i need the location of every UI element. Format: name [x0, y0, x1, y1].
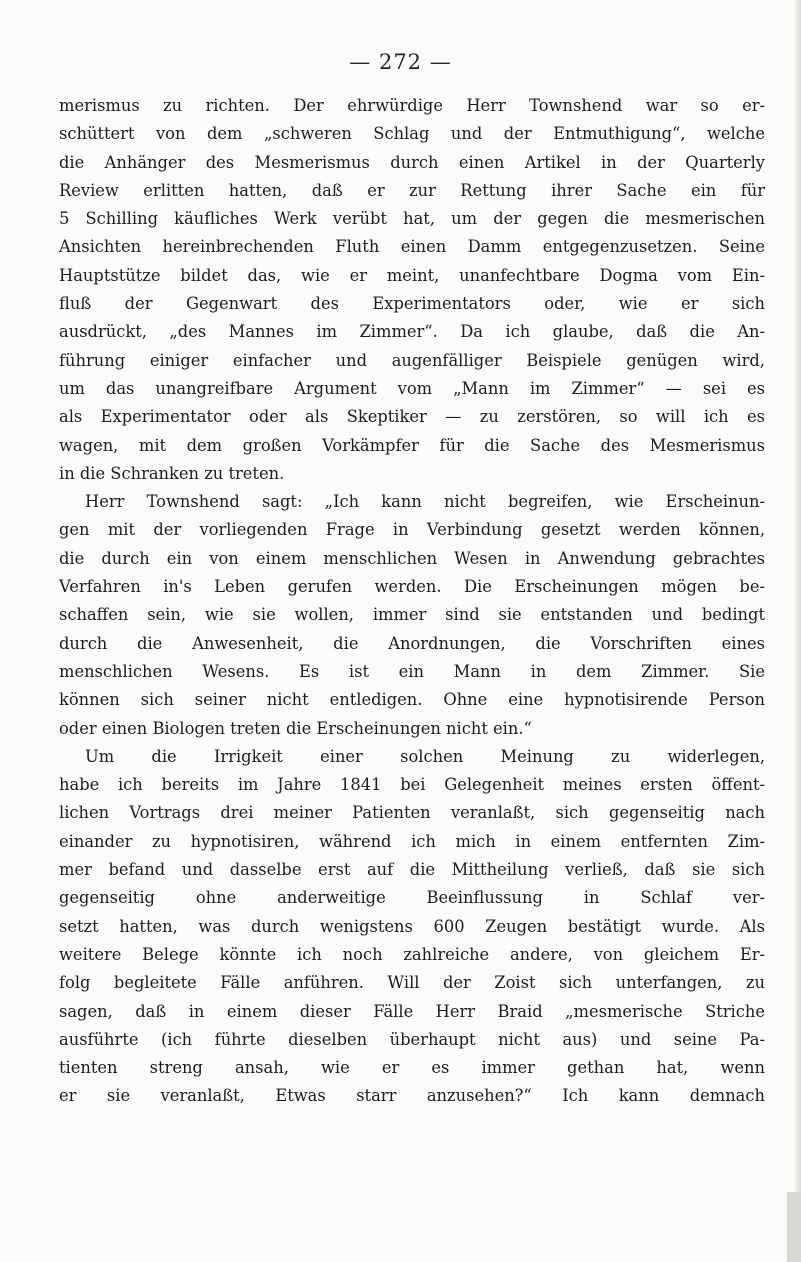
text-line: um das unangreifbare Argument vom „Mann im Zimmer“ — sei es	[59, 378, 765, 398]
text-line: weitere Belege könnte ich noch zahlreiche andere, von gleichem Er-	[59, 944, 765, 964]
text-line: oder einen Biologen treten die Erscheinungen nicht ein.“	[59, 718, 532, 738]
body-text	[59, 92, 765, 1111]
text-line: schüttert von dem „schweren Schlag und der Entmuthigung“, welche	[59, 124, 765, 144]
text-line: habe ich bereits im Jahre 1841 bei Gelegenheit meines ersten öffent-	[59, 775, 765, 795]
text-line: fluß der Gegenwart des Experimentators oder, wie er sich	[59, 294, 765, 314]
text-line: mer befand und dasselbe erst auf die Mittheilung verließ, daß sie sich	[59, 860, 765, 880]
text-line: ausdrückt, „des Mannes im Zimmer“. Da ich glaube, daß die An-	[59, 322, 765, 342]
text-line: tienten streng ansah, wie er es immer gethan hat, wenn	[59, 1058, 765, 1078]
text-line: Review erlitten hatten, daß er zur Rettung ihrer Sache ein für	[59, 180, 765, 200]
text-line: Ansichten hereinbrechenden Fluth einen Damm entgegenzusetzen. Seine	[59, 237, 765, 257]
page-edge	[795, 0, 801, 1262]
text-line: durch die Anwesenheit, die Anordnungen, die Vorschriften eines	[59, 633, 765, 653]
text-line: ausführte (ich führte dieselben überhaupt nicht aus) und seine Pa-	[59, 1029, 765, 1049]
text-line: schaffen sein, wie sie wollen, immer sind sie entstanden und bedingt	[59, 605, 765, 625]
text-line: als Experimentator oder als Skeptiker — zu zerstören, so will ich es	[59, 407, 765, 427]
page-number: — 272 —	[349, 50, 452, 74]
text-line: sagen, daß in einem dieser Fälle Herr Braid „mesmerische Striche	[59, 1001, 765, 1021]
text-line: in die Schranken zu treten.	[59, 463, 285, 483]
text-line: Um die Irrigkeit einer solchen Meinung zu widerlegen,	[85, 746, 765, 766]
text-line: Verfahren in's Leben gerufen werden. Die Erscheinungen mögen be-	[59, 577, 765, 597]
text-line: wagen, mit dem großen Vorkämpfer für die Sache des Mesmerismus	[59, 435, 765, 455]
text-line: Hauptstütze bildet das, wie er meint, unanfechtbare Dogma vom Ein-	[59, 265, 765, 285]
text-line: menschlichen Wesens. Es ist ein Mann in dem Zimmer. Sie	[59, 661, 765, 681]
page-corner-shadow	[787, 1192, 801, 1262]
text-line: folg begleitete Fälle anführen. Will der Zoist sich unterfangen, zu	[59, 973, 765, 993]
text-line: gegenseitig ohne anderweitige Beeinflussung in Schlaf ver-	[59, 888, 765, 908]
text-line: Herr Townshend sagt: „Ich kann nicht begreifen, wie Erscheinun-	[85, 492, 765, 512]
text-line: die Anhänger des Mesmerismus durch einen Artikel in der Quarterly	[59, 152, 765, 172]
text-line: führung einiger einfacher und augenfälliger Beispiele genügen wird,	[59, 350, 765, 370]
text-line: setzt hatten, was durch wenigstens 600 Zeugen bestätigt wurde. Als	[59, 916, 765, 936]
text-line: er sie veranlaßt, Etwas starr anzusehen?“ Ich kann demnach	[59, 1086, 765, 1106]
text-line: können sich seiner nicht entledigen. Ohne eine hypnotisirende Person	[59, 690, 765, 710]
text-line: merismus zu richten. Der ehrwürdige Herr Townshend war so er-	[59, 96, 765, 115]
text-line: die durch ein von einem menschlichen Wesen in Anwendung gebrachtes	[59, 548, 765, 568]
text-line: 5 Schilling käufliches Werk verübt hat, um der gegen die mesmerischen	[59, 209, 765, 229]
text-line: gen mit der vorliegenden Frage in Verbindung gesetzt werden können,	[59, 520, 765, 540]
text-line: lichen Vortrags drei meiner Patienten veranlaßt, sich gegenseitig nach	[59, 803, 765, 823]
text-line: einander zu hypnotisiren, während ich mich in einem entfernten Zim-	[59, 831, 765, 851]
